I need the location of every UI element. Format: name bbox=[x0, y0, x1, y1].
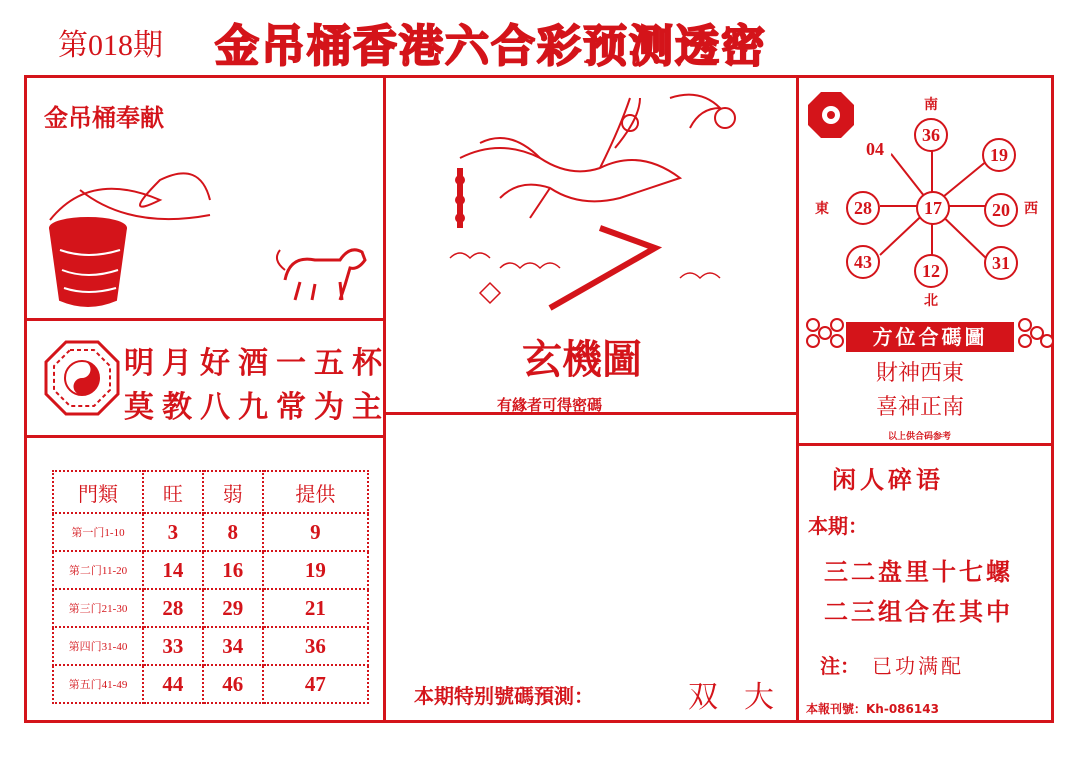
number-south: 36 bbox=[914, 118, 948, 152]
riddle-line-2: 二三组合在其中 bbox=[824, 597, 1013, 626]
cell-strong: 33 bbox=[143, 627, 203, 665]
header-provide: 提供 bbox=[263, 471, 368, 513]
mystery-caption: 有緣者可得密碼 bbox=[497, 396, 603, 414]
crane-icon bbox=[460, 95, 735, 218]
cell-weak: 29 bbox=[203, 589, 263, 627]
license-number: 本報刊號：Kh-086143 bbox=[806, 702, 939, 716]
flower-icon bbox=[830, 318, 844, 332]
cell-strong: 44 bbox=[143, 665, 203, 703]
table-row bbox=[53, 513, 368, 551]
direction-line-2: 喜神正南 bbox=[876, 395, 965, 420]
poem-line-2: 莫教八九常为主 bbox=[124, 390, 390, 425]
riddle-line-1: 三二盘里十七螺 bbox=[824, 557, 1013, 586]
mystery-illustration bbox=[400, 88, 790, 318]
tassel-icon bbox=[455, 168, 465, 228]
direction-line-1: 財神西東 bbox=[876, 361, 965, 386]
flower-icon bbox=[1040, 334, 1054, 348]
row-label: 第三门21-30 bbox=[53, 589, 143, 627]
tribute-label: 金吊桶奉献 bbox=[44, 104, 164, 132]
direction-west: 西 bbox=[1024, 201, 1038, 217]
number-northeast: 43 bbox=[846, 245, 880, 279]
row-label: 第五门41-49 bbox=[53, 665, 143, 703]
number-west: 20 bbox=[984, 193, 1018, 227]
header-weak: 弱 bbox=[203, 471, 263, 513]
divider-right-1 bbox=[798, 443, 1054, 446]
direction-north: 北 bbox=[924, 293, 938, 309]
row-label: 第二门11-20 bbox=[53, 551, 143, 589]
cell-weak: 46 bbox=[203, 665, 263, 703]
row-label: 第一门1-10 bbox=[53, 513, 143, 551]
cell-provide: 36 bbox=[263, 627, 368, 665]
bucket-icon bbox=[50, 173, 210, 306]
divider-left-2 bbox=[24, 435, 385, 438]
dog-icon bbox=[277, 250, 365, 300]
cloud-icon bbox=[450, 253, 720, 303]
special-value-2: 大 bbox=[744, 680, 774, 715]
special-label: 本期特别號碼預測： bbox=[414, 684, 594, 708]
issue-number: 第018期 bbox=[58, 29, 163, 62]
page-title: 金吊桶香港六合彩预测透密 bbox=[215, 21, 767, 72]
direction-south: 南 bbox=[924, 97, 938, 113]
cell-provide: 47 bbox=[263, 665, 368, 703]
table-row bbox=[53, 665, 368, 703]
bucket-and-dog-illustration bbox=[40, 160, 380, 310]
riddle-this-issue: 本期： bbox=[808, 514, 868, 538]
direction-note: 以上供合码参考 bbox=[888, 432, 952, 442]
cell-weak: 34 bbox=[203, 627, 263, 665]
flower-icon bbox=[1018, 334, 1032, 348]
poem-line-1: 明月好酒一五杯 bbox=[124, 346, 390, 381]
flower-icon bbox=[830, 334, 844, 348]
number-north: 12 bbox=[914, 254, 948, 288]
riddle-note-label: 注： bbox=[820, 654, 860, 678]
riddle-note-text: 已功满配 bbox=[872, 654, 964, 678]
number-southeast: 04 bbox=[858, 132, 892, 166]
table-row bbox=[53, 589, 368, 627]
cell-provide: 9 bbox=[263, 513, 368, 551]
mystery-name: 玄機圖 bbox=[522, 336, 642, 383]
number-southwest: 19 bbox=[982, 138, 1016, 172]
cell-strong: 14 bbox=[143, 551, 203, 589]
riddle-title: 闲人碎语 bbox=[832, 465, 944, 494]
doors-table bbox=[52, 470, 369, 704]
flower-icon bbox=[806, 334, 820, 348]
number-northwest: 31 bbox=[984, 246, 1018, 280]
header-category: 門類 bbox=[53, 471, 143, 513]
header-strong: 旺 bbox=[143, 471, 203, 513]
table-row bbox=[53, 551, 368, 589]
cell-provide: 21 bbox=[263, 589, 368, 627]
cell-weak: 16 bbox=[203, 551, 263, 589]
direction-east: 東 bbox=[815, 201, 829, 217]
special-value-1: 双 bbox=[688, 680, 718, 715]
direction-banner: 方位合碼圖 bbox=[846, 322, 1014, 352]
row-label: 第四门31-40 bbox=[53, 627, 143, 665]
cell-strong: 3 bbox=[143, 513, 203, 551]
yin-yang-octagon-icon bbox=[44, 340, 120, 416]
number-east: 28 bbox=[846, 191, 880, 225]
cell-provide: 19 bbox=[263, 551, 368, 589]
divider-left-1 bbox=[24, 318, 385, 321]
number-center: 17 bbox=[916, 191, 950, 225]
divider-right bbox=[796, 75, 799, 723]
arrow-icon bbox=[550, 228, 655, 308]
table-header-row bbox=[53, 471, 368, 513]
cell-weak: 8 bbox=[203, 513, 263, 551]
table-row bbox=[53, 627, 368, 665]
cell-strong: 28 bbox=[143, 589, 203, 627]
